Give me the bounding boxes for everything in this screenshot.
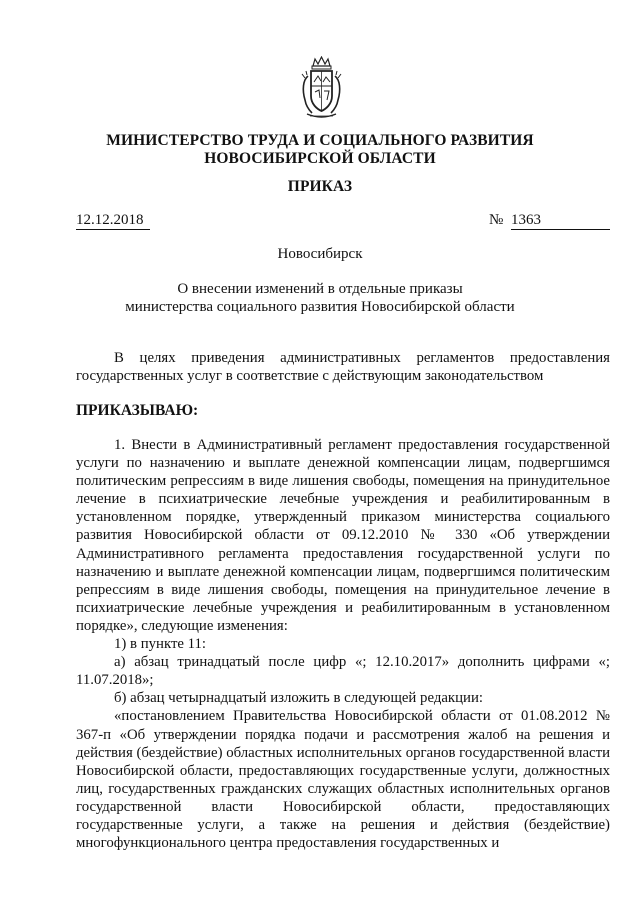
order-number-sign: № <box>489 212 504 228</box>
paragraph-3: а) абзац тринадцатый после цифр «; 12.10.2017» дополнить цифрами «; 11.07.2018»; <box>76 654 610 689</box>
ministry-title-line2: НОВОСИБИРСКОЙ ОБЛАСТИ <box>204 150 436 167</box>
city: Новосибирск <box>277 246 363 262</box>
order-date: 12.12.2018 <box>76 212 150 230</box>
orders-heading: ПРИКАЗЫВАЮ: <box>76 402 199 419</box>
paragraph-1: 1. Внести в Административный регламент предоставления государственной услуги по назначению и выплате денежной компенсации лицам, подвергшимся политическим репрессиям в виде лишения свободы, помещения на принудительное лечение в психиатрические лечебные учреждения и реабилитированным в установленном порядке, утвержденный приказом министерства социальюго развития Новосибирской области от 09.12.2010 № 330 «Об утверждении Административного регламента предоставления государственной услуги по назначению и выплате денежной компенсации лицам, подвергшимся политическим репрессиям в виде лишения свободы, помещения на принудительное лечение в психиатрические лечебные учреждения и реабилитированным в установленном порядке», следующие изменения: <box>76 437 610 634</box>
paragraph-2: 1) в пункте 11: <box>114 636 207 653</box>
coat-of-arms-icon <box>299 56 344 120</box>
order-body <box>76 436 610 852</box>
subject-line2: министерства социального развития Новосибирской области <box>125 299 515 315</box>
ministry-title-line1: МИНИСТЕРСТВО ТРУДА И СОЦИАЛЬНОГО РАЗВИТИЯ <box>106 132 534 149</box>
preamble <box>76 349 610 385</box>
preamble-text: В целях приведения административных регламентов предоставления государственных услуг в соответствие с действующим законодательством <box>76 350 610 385</box>
paragraph-5: «постановлением Правительства Новосибирской области от 01.08.2012 № 367-п «Об утверждении порядка подачи и рассмотрения жалоб на решения и действия (бездействие) областных исполнительных органов государственной власти Новосибирской области, предоставляющих государственные услуги, должностных лиц, государственных гражданских служащих областных исполнительных органов государственной власти Новосибирской области, предоставляющих государственные услуги, а также на решения и действия (бездействие) многофункционального центра предоставления государственных и <box>76 708 610 852</box>
document-type: ПРИКАЗ <box>287 178 353 195</box>
order-number: 1363 <box>511 212 610 230</box>
paragraph-4: б) абзац четырнадцатый изложить в следующей редакции: <box>114 690 483 707</box>
subject-line1: О внесении изменений в отдельные приказы <box>177 281 463 297</box>
